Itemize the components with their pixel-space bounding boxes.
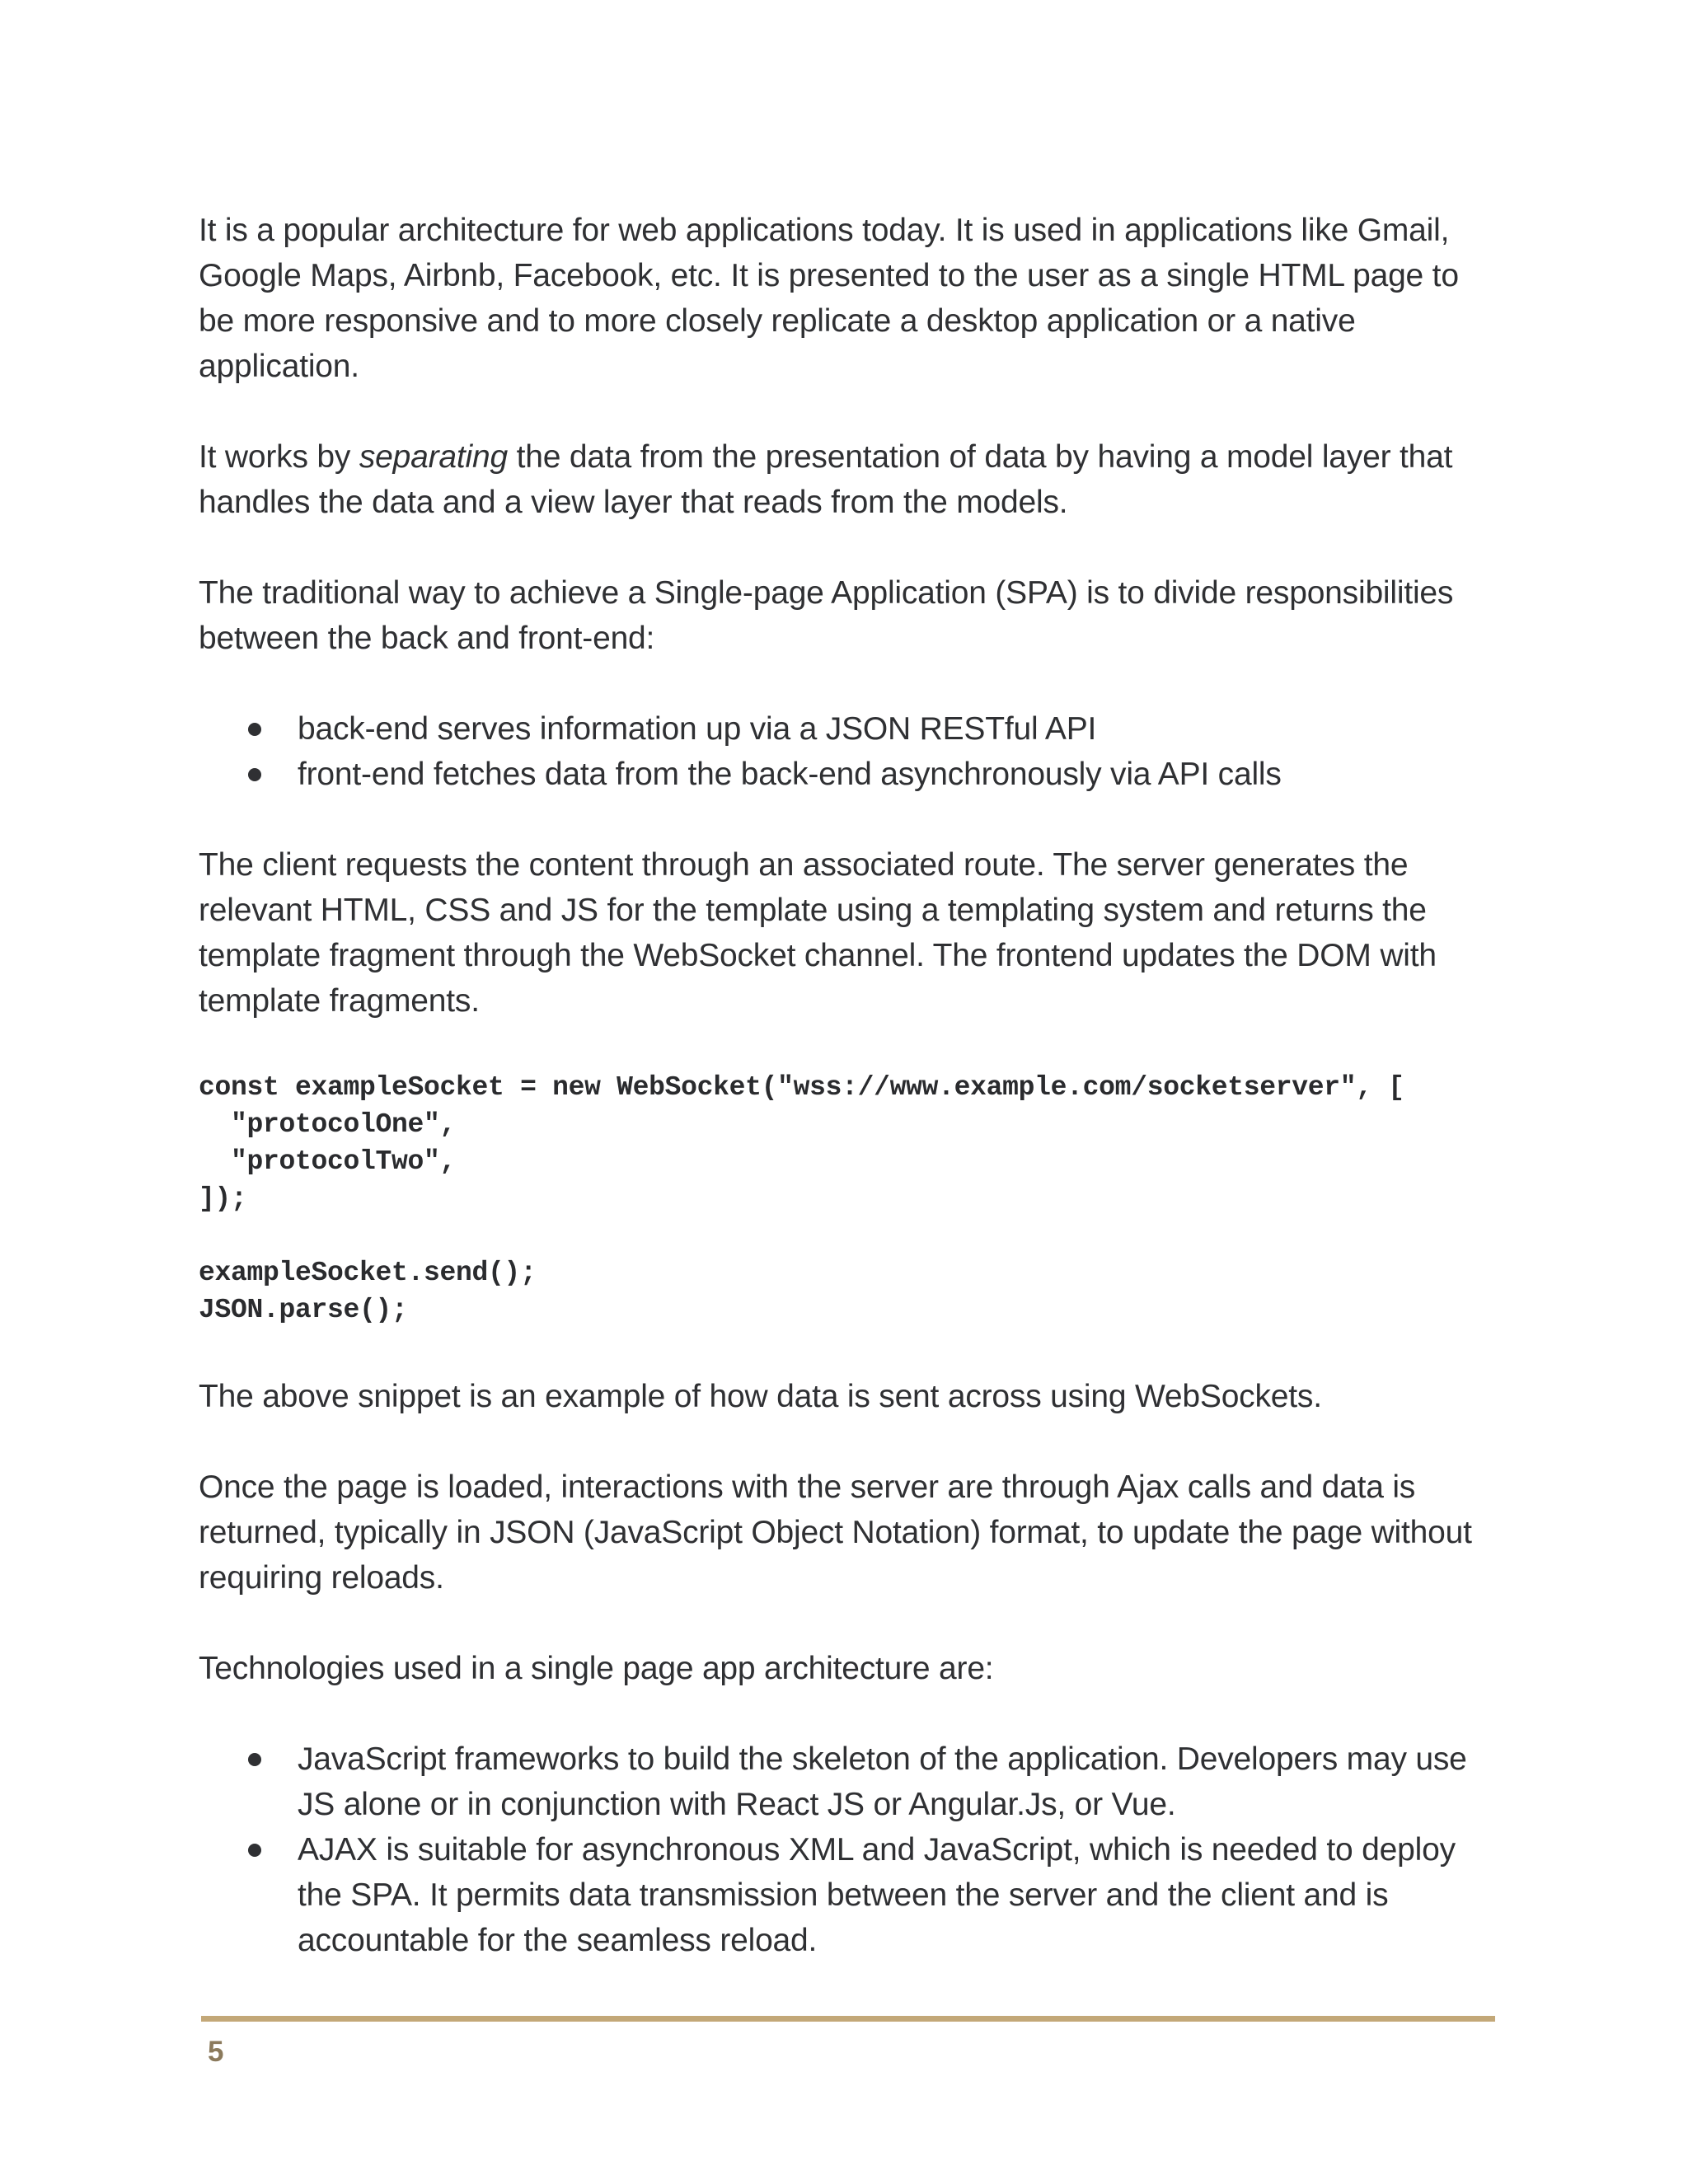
list-item bbox=[199, 1736, 1501, 1827]
bullet-icon bbox=[248, 723, 261, 736]
code-line: "protocolTwo", bbox=[199, 1146, 457, 1177]
bullet-icon bbox=[248, 1844, 261, 1857]
paragraph-snippet-explanation: The above snippet is an example of how data is sent across using WebSockets. bbox=[199, 1379, 1322, 1414]
paragraph-traditional-way: The traditional way to achieve a Single-page Application (SPA) is to divide responsibilities between the back and front-end: bbox=[199, 575, 1454, 656]
paragraph-technologies: Technologies used in a single page app architecture are: bbox=[199, 1651, 994, 1686]
list-item bbox=[199, 1827, 1501, 1963]
list-item bbox=[199, 752, 1501, 797]
paragraph-intro: It is a popular architecture for web applications today. It is used in applications like Gmail, Google Maps, Airbnb, Facebook, etc. It is presented to the user as a single HTML page to be more responsive and to more closely replicate a desktop application or a native application. bbox=[199, 213, 1459, 384]
footer-divider bbox=[201, 2016, 1495, 2022]
paragraph-ajax-calls: Once the page is loaded, interactions with the server are through Ajax calls and data is returned, typically in JSON (JavaScript Object Notation) format, to update the page without requiring reloads. bbox=[199, 1469, 1472, 1596]
code-line: exampleSocket.send(); bbox=[199, 1258, 537, 1288]
emphasis-separating: separating bbox=[359, 439, 508, 475]
paragraph-separation-end: the data from the presentation of data by having a model layer that handles the data and a view layer that reads from the models. bbox=[199, 439, 1453, 520]
code-blank-line bbox=[199, 1217, 1501, 1254]
list-item bbox=[199, 706, 1501, 752]
list-item-text: JavaScript frameworks to build the skeleton of the application. Developers may use JS alone or in conjunction with React JS or Angular.Js, or Vue. bbox=[298, 1741, 1467, 1822]
bullet-icon bbox=[248, 1753, 261, 1766]
paragraph-separation-start: It works by bbox=[199, 439, 359, 475]
paragraph-separation bbox=[199, 434, 1501, 525]
page-content bbox=[199, 208, 1501, 2008]
list-item-text: front-end fetches data from the back-end asynchronously via API calls bbox=[298, 757, 1282, 792]
code-line: "protocolOne", bbox=[199, 1109, 457, 1140]
bullet-icon bbox=[248, 768, 261, 781]
list-item-text: AJAX is suitable for asynchronous XML and JavaScript, which is needed to deploy the SPA. It permits data transmission between the server and the client and is accountable for the seamless reload. bbox=[298, 1832, 1456, 1958]
paragraph-client-requests: The client requests the content through an associated route. The server generates the relevant HTML, CSS and JS for the template using a templating system and returns the template fragment through the WebSocket channel. The frontend updates the DOM with template fragments. bbox=[199, 847, 1437, 1019]
technologies-list bbox=[199, 1736, 1501, 1963]
responsibilities-list bbox=[199, 706, 1501, 797]
code-line: JSON.parse(); bbox=[199, 1295, 408, 1325]
code-snippet bbox=[199, 1069, 1501, 1329]
page-number: 5 bbox=[208, 2036, 224, 2068]
code-line: const exampleSocket = new WebSocket("wss://www.example.com/socketserver", [ bbox=[199, 1072, 1404, 1103]
code-line: ]); bbox=[199, 1183, 247, 1214]
list-item-text: back-end serves information up via a JSON RESTful API bbox=[298, 711, 1097, 747]
